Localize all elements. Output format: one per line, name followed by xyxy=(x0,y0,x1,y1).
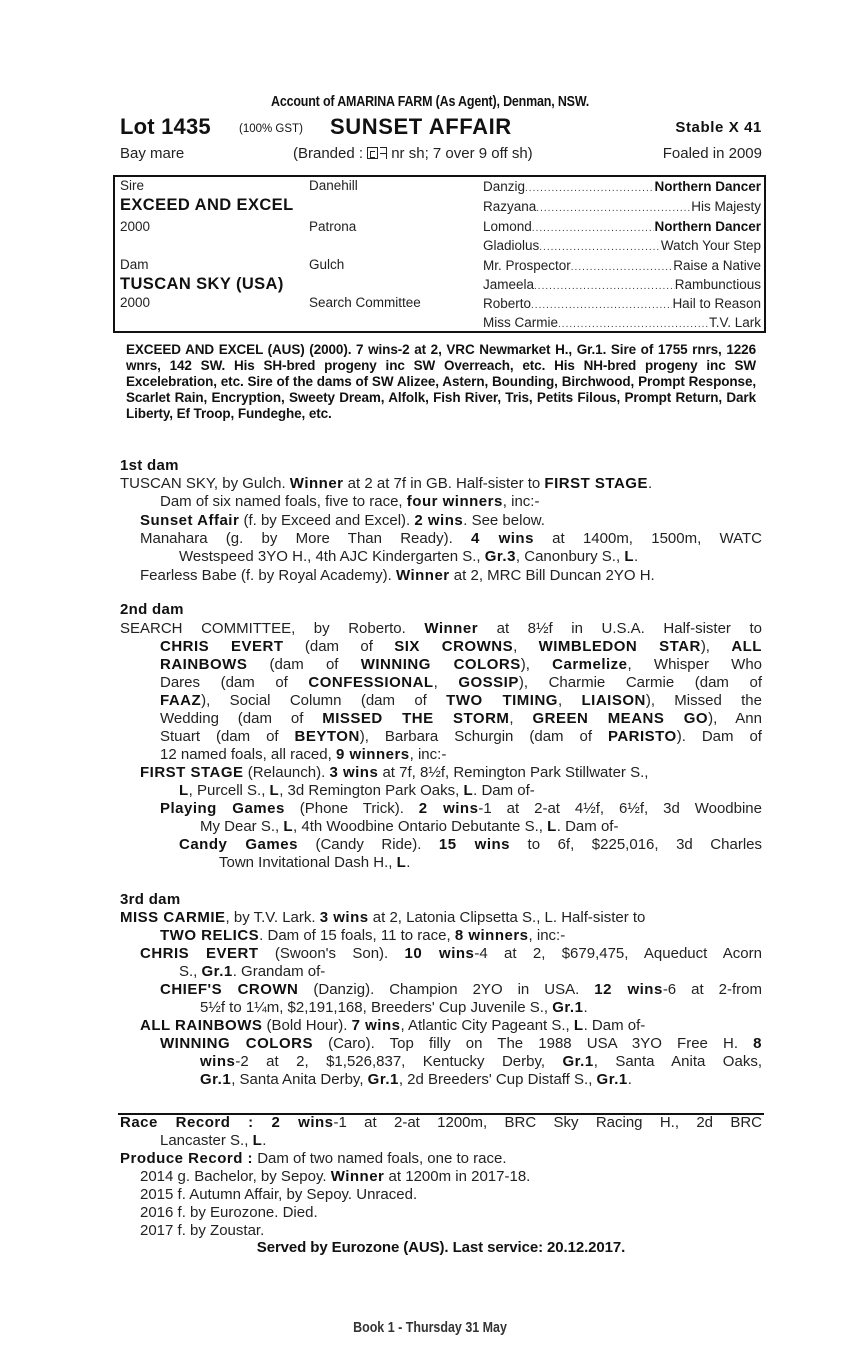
text-line: My Dear S., L, 4th Woodbine Ontario Debutante S., L. Dam of- xyxy=(200,818,619,835)
brand-prefix: (Branded : xyxy=(293,145,368,162)
grandparent-row: Gladiolus ..... Watch Your Step xyxy=(483,238,761,256)
grandparent-row: Jameela ..... Rambunctious xyxy=(483,277,761,295)
text-line: Wedding (dam of MISSED THE STORM, GREEN MEANS GO), Ann xyxy=(160,710,762,727)
text-line: Fearless Babe (f. by Royal Academy). Winner at 2, MRC Bill Duncan 2YO H. xyxy=(140,567,655,584)
text-line: Westspeed 3YO H., 4th AJC Kindergarten S., Gr.3, Canonbury S., L. xyxy=(179,548,639,565)
horse-sex-colour: Bay mare xyxy=(120,145,185,162)
sire-sire: Danehill xyxy=(309,178,358,193)
sire-name: EXCEED AND EXCEL xyxy=(120,196,294,214)
dam-dam: Search Committee xyxy=(309,295,421,310)
produce-record-line: 2015 f. Autumn Affair, by Sepoy. Unraced. xyxy=(140,1186,418,1203)
third-dam-heading: 3rd dam xyxy=(120,891,181,908)
sire-label: Sire xyxy=(120,178,145,193)
horse-name: SUNSET AFFAIR xyxy=(330,114,512,139)
grandparent-row: Lomond ..... Northern Dancer xyxy=(483,219,761,237)
service-note: Served by Eurozone (AUS). Last service: 20.12.2017. xyxy=(256,1239,626,1256)
first-dam-section xyxy=(120,475,762,590)
race-produce-section xyxy=(120,1114,762,1264)
leader-dots xyxy=(558,319,709,330)
grandparent-row: Danzig ..... Northern Dancer xyxy=(483,179,761,197)
text-line: Dares (dam of CONFESSIONAL, GOSSIP), Charmie Carmie (dam of xyxy=(160,674,762,691)
vendor-account: Account of AMARINA FARM (As Agent), Denman, NSW. xyxy=(270,94,590,110)
stable-location: Stable X 41 xyxy=(675,119,762,136)
produce-record-line: 2017 f. by Zoustar. xyxy=(140,1222,265,1239)
dam-label: Dam xyxy=(120,257,149,272)
text-line: 12 named foals, all raced, 9 winners, inc:- xyxy=(160,746,447,763)
brand-suffix: nr sh; 7 over 9 off sh) xyxy=(391,145,533,162)
produce-record-line: Produce Record : Dam of two named foals, one to race. xyxy=(120,1150,507,1167)
leader-dots xyxy=(571,262,673,273)
second-dam-section xyxy=(120,620,762,880)
text-line: FAAZ), Social Column (dam of TWO TIMING, LIAISON), Missed the xyxy=(160,692,762,709)
leader-dots xyxy=(534,281,675,292)
text-line: CHRIS EVERT (dam of SIX CROWNS, WIMBLEDON STAR), ALL xyxy=(160,638,762,655)
dam-year: 2000 xyxy=(120,295,151,310)
text-line: MISS CARMIE, by T.V. Lark. 3 wins at 2, Latonia Clipsetta S., L. Half-sister to xyxy=(120,909,646,926)
lot-number: Lot 1435 xyxy=(120,114,211,139)
leader-dots xyxy=(539,242,661,253)
grandparent-row: Roberto ..... Hail to Reason xyxy=(483,296,761,314)
second-dam-heading: 2nd dam xyxy=(120,601,184,618)
pedigree-table xyxy=(113,175,766,333)
gst-note: (100% GST) xyxy=(239,123,303,135)
brand-mark-icon xyxy=(367,147,378,159)
produce-record-line: 2014 g. Bachelor, by Sepoy. Winner at 1200m in 2017-18. xyxy=(140,1168,531,1185)
brand-mark-icon-2 xyxy=(380,147,387,159)
leader-dots xyxy=(525,183,654,194)
race-record-line: Race Record : 2 wins-1 at 2-at 1200m, BRC Sky Racing H., 2d BRC xyxy=(120,1114,762,1131)
text-line: Dam of six named foals, five to race, four winners, inc:- xyxy=(160,493,540,510)
leader-dots xyxy=(532,223,655,234)
grandparent-row: Razyana ..... His Majesty xyxy=(483,199,761,217)
dam-name: TUSCAN SKY (USA) xyxy=(120,275,284,293)
text-line: Sunset Affair (f. by Exceed and Excel). 2 wins. See below. xyxy=(140,512,545,529)
brand-description xyxy=(293,145,533,162)
leader-dots xyxy=(536,203,691,214)
sire-year: 2000 xyxy=(120,219,151,234)
page-footer: Book 1 - Thursday 31 May xyxy=(353,1320,507,1336)
lot-title-line xyxy=(120,114,762,142)
text-line: wins-2 at 2, $1,526,837, Kentucky Derby, Gr.1, Santa Anita Oaks, xyxy=(200,1053,762,1070)
text-line: FIRST STAGE (Relaunch). 3 wins at 7f, 8½f, Remington Park Stillwater S., xyxy=(140,764,649,781)
horse-description-line xyxy=(120,145,762,165)
text-line: Candy Games (Candy Ride). 15 wins to 6f, $225,016, 3d Charles xyxy=(179,836,762,853)
text-line: ALL RAINBOWS (Bold Hour). 7 wins, Atlantic City Pageant S., L. Dam of- xyxy=(140,1017,646,1034)
text-line: 5½f to 1¼m, $2,191,168, Breeders' Cup Juvenile S., Gr.1. xyxy=(200,999,588,1016)
produce-record-line: 2016 f. by Eurozone. Died. xyxy=(140,1204,318,1221)
third-dam-section xyxy=(120,909,762,1099)
grandparent-row: Miss Carmie ..... T.V. Lark xyxy=(483,315,761,333)
text-line: S., Gr.1. Grandam of- xyxy=(179,963,326,980)
foaled-year: Foaled in 2009 xyxy=(662,145,762,162)
text-line: WINNING COLORS (Caro). Top filly on The 1988 USA 3YO Free H. 8 xyxy=(160,1035,763,1052)
text-line: TWO RELICS. Dam of 15 foals, 11 to race, 8 winners, inc:- xyxy=(160,927,566,944)
text-line: CHIEF'S CROWN (Danzig). Champion 2YO in USA. 12 wins-6 at 2-from xyxy=(160,981,762,998)
dam-sire: Gulch xyxy=(309,257,345,272)
text-line: Playing Games (Phone Trick). 2 wins-1 at 2-at 4½f, 6½f, 3d Woodbine xyxy=(160,800,762,817)
text-line: SEARCH COMMITTEE, by Roberto. Winner at 8½f in U.S.A. Half-sister to xyxy=(120,620,763,637)
leader-dots xyxy=(531,300,672,311)
text-line: Gr.1, Santa Anita Derby, Gr.1, 2d Breeders' Cup Distaff S., Gr.1. xyxy=(200,1071,632,1088)
text-line: L, Purcell S., L, 3d Remington Park Oaks, L. Dam of- xyxy=(179,782,535,799)
sire-summary: EXCEED AND EXCEL (AUS) (2000). 7 wins-2 at 2, VRC Newmarket H., Gr.1. Sire of 1755 rnrs, 1226 wnrs, 142 SW. His SH-bred progeny inc SW Overreach, etc. His NH-bred progeny inc SW Excelebration, etc. Sire of the dams of SW Alizee, Astern, Bounding, Birchwood, Prompt Response, Scarlet Rain, Encryption, Sweety Dream, Alfolk, Fish River, Tris, Petits Filous, Prompt Return, Dark Liberty, Ef Troop, Fundeghe, etc. xyxy=(126,342,756,421)
sire-dam: Patrona xyxy=(309,219,357,234)
grandparent-row: Mr. Prospector ..... Raise a Native xyxy=(483,258,761,276)
text-line: Stuart (dam of BEYTON), Barbara Schurgin (dam of PARISTO). Dam of xyxy=(160,728,762,745)
text-line: RAINBOWS (dam of WINNING COLORS), Carmelize, Whisper Who xyxy=(160,656,763,673)
first-dam-heading: 1st dam xyxy=(120,457,179,474)
text-line: Town Invitational Dash H., L. xyxy=(219,854,411,871)
text-line: CHRIS EVERT (Swoon's Son). 10 wins-4 at 2, $679,475, Aqueduct Acorn xyxy=(140,945,762,962)
text-line: Manahara (g. by More Than Ready). 4 wins at 1400m, 1500m, WATC xyxy=(140,530,762,547)
race-record-line: Lancaster S., L. xyxy=(160,1132,267,1149)
text-line: TUSCAN SKY, by Gulch. Winner at 2 at 7f in GB. Half-sister to FIRST STAGE. xyxy=(120,475,653,492)
